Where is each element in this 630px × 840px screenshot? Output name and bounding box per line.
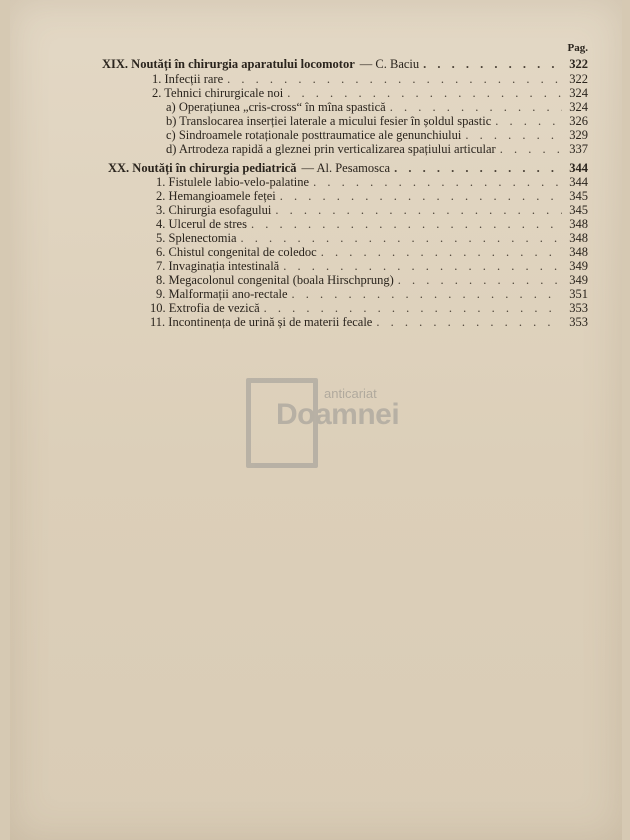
dot-leader: [227, 72, 562, 87]
page-number: 322: [569, 57, 588, 71]
entry-label: 11. Incontinența de urină și de materii fecale: [150, 315, 373, 329]
dot-leader: [465, 128, 562, 143]
entry-label: 10. Extrofia de vezică: [150, 301, 260, 315]
page-number: 351: [569, 287, 588, 301]
dot-leader: [398, 273, 562, 288]
watermark-small-text: anticariat: [324, 386, 377, 401]
entry-label: d) Artrodeza rapidă a gleznei prin verticalizarea spațiului articular: [166, 142, 496, 156]
toc-entry: [156, 175, 588, 190]
entry-label: 7. Invaginația intestinală: [156, 259, 280, 273]
page-number: 344: [569, 161, 588, 175]
dot-leader: [264, 301, 562, 316]
entry-label: 1. Infecții rare: [152, 72, 224, 86]
entry-label: a) Operațiunea „cris-cross“ în mîna spastică: [166, 100, 386, 114]
chapter-author: — Al. Pesamosca: [301, 161, 391, 175]
entry-label: 8. Megacolonul congenital (boala Hirschprung): [156, 273, 394, 287]
toc-entry: [156, 273, 588, 288]
page-number: 324: [569, 86, 588, 100]
page-number: 329: [569, 128, 588, 142]
dot-leader: [495, 114, 562, 129]
dot-leader: [292, 287, 562, 302]
entry-label: 5. Splenectomia: [156, 231, 237, 245]
toc-subentry: [166, 114, 588, 129]
page-number: 344: [569, 175, 588, 189]
page-number: 353: [569, 315, 588, 329]
toc-entry: [152, 72, 588, 87]
page-number: 349: [569, 259, 588, 273]
toc-entry: [150, 315, 588, 330]
entry-label: 2. Tehnici chirurgicale noi: [152, 86, 284, 100]
dot-leader: [280, 189, 562, 204]
toc-entry: [156, 287, 588, 302]
dot-leader: [241, 231, 562, 246]
entry-label: 9. Malformații ano-rectale: [156, 287, 288, 301]
page-number: 348: [569, 231, 588, 245]
dot-leader: [321, 245, 562, 260]
entry-label: 1. Fistulele labio-velo-palatine: [156, 175, 310, 189]
entry-label: 6. Chistul congenital de coledoc: [156, 245, 317, 259]
dot-leader: [283, 259, 562, 274]
page-number: 353: [569, 301, 588, 315]
book-page: [10, 0, 622, 840]
dot-leader: [251, 217, 562, 232]
entry-label: b) Translocarea inserției laterale a micului fesier în șoldul spastic: [166, 114, 492, 128]
chapter-heading-xx: [108, 161, 588, 176]
entry-label: 2. Hemangioamele feței: [156, 189, 276, 203]
toc-subentry: [166, 142, 588, 157]
toc-entry: [150, 301, 588, 316]
page-number: 345: [569, 189, 588, 203]
page-column-label: Pag.: [567, 42, 588, 54]
chapter-title: XX. Noutăți în chirurgia pediatrică: [108, 161, 297, 175]
dot-leader: [376, 315, 562, 330]
dot-leader: [500, 142, 562, 157]
entry-label: c) Sindroamele rotaționale posttraumatice ale genunchiului: [166, 128, 462, 142]
page-number: 324: [569, 100, 588, 114]
toc-entry: [156, 231, 588, 246]
chapter-author: — C. Baciu: [359, 57, 420, 71]
toc-subentry: [166, 128, 588, 143]
page-number: 337: [569, 142, 588, 156]
dot-leader: [313, 175, 562, 190]
entry-label: 4. Ulcerul de stres: [156, 217, 247, 231]
page-number: 345: [569, 203, 588, 217]
page-number: 326: [569, 114, 588, 128]
page-number: 348: [569, 245, 588, 259]
toc-entry: [152, 86, 588, 101]
toc-entry: [156, 245, 588, 260]
toc-entry: [156, 189, 588, 204]
page-number: 322: [569, 72, 588, 86]
chapter-heading-xix: [102, 57, 588, 72]
toc-entry: [156, 203, 588, 218]
dot-leader: [423, 57, 562, 72]
watermark-big-text: Doamnei: [276, 398, 400, 431]
toc-entry: [156, 217, 588, 232]
dot-leader: [275, 203, 562, 218]
toc-subentry: [166, 100, 588, 115]
page-number: 349: [569, 273, 588, 287]
entry-label: 3. Chirurgia esofagului: [156, 203, 272, 217]
watermark-logo: [246, 378, 416, 464]
dot-leader: [287, 86, 562, 101]
toc-entry: [156, 259, 588, 274]
dot-leader: [394, 161, 562, 176]
page-number: 348: [569, 217, 588, 231]
chapter-title: XIX. Noutăți în chirurgia aparatului locomotor: [102, 57, 355, 71]
dot-leader: [390, 100, 562, 115]
